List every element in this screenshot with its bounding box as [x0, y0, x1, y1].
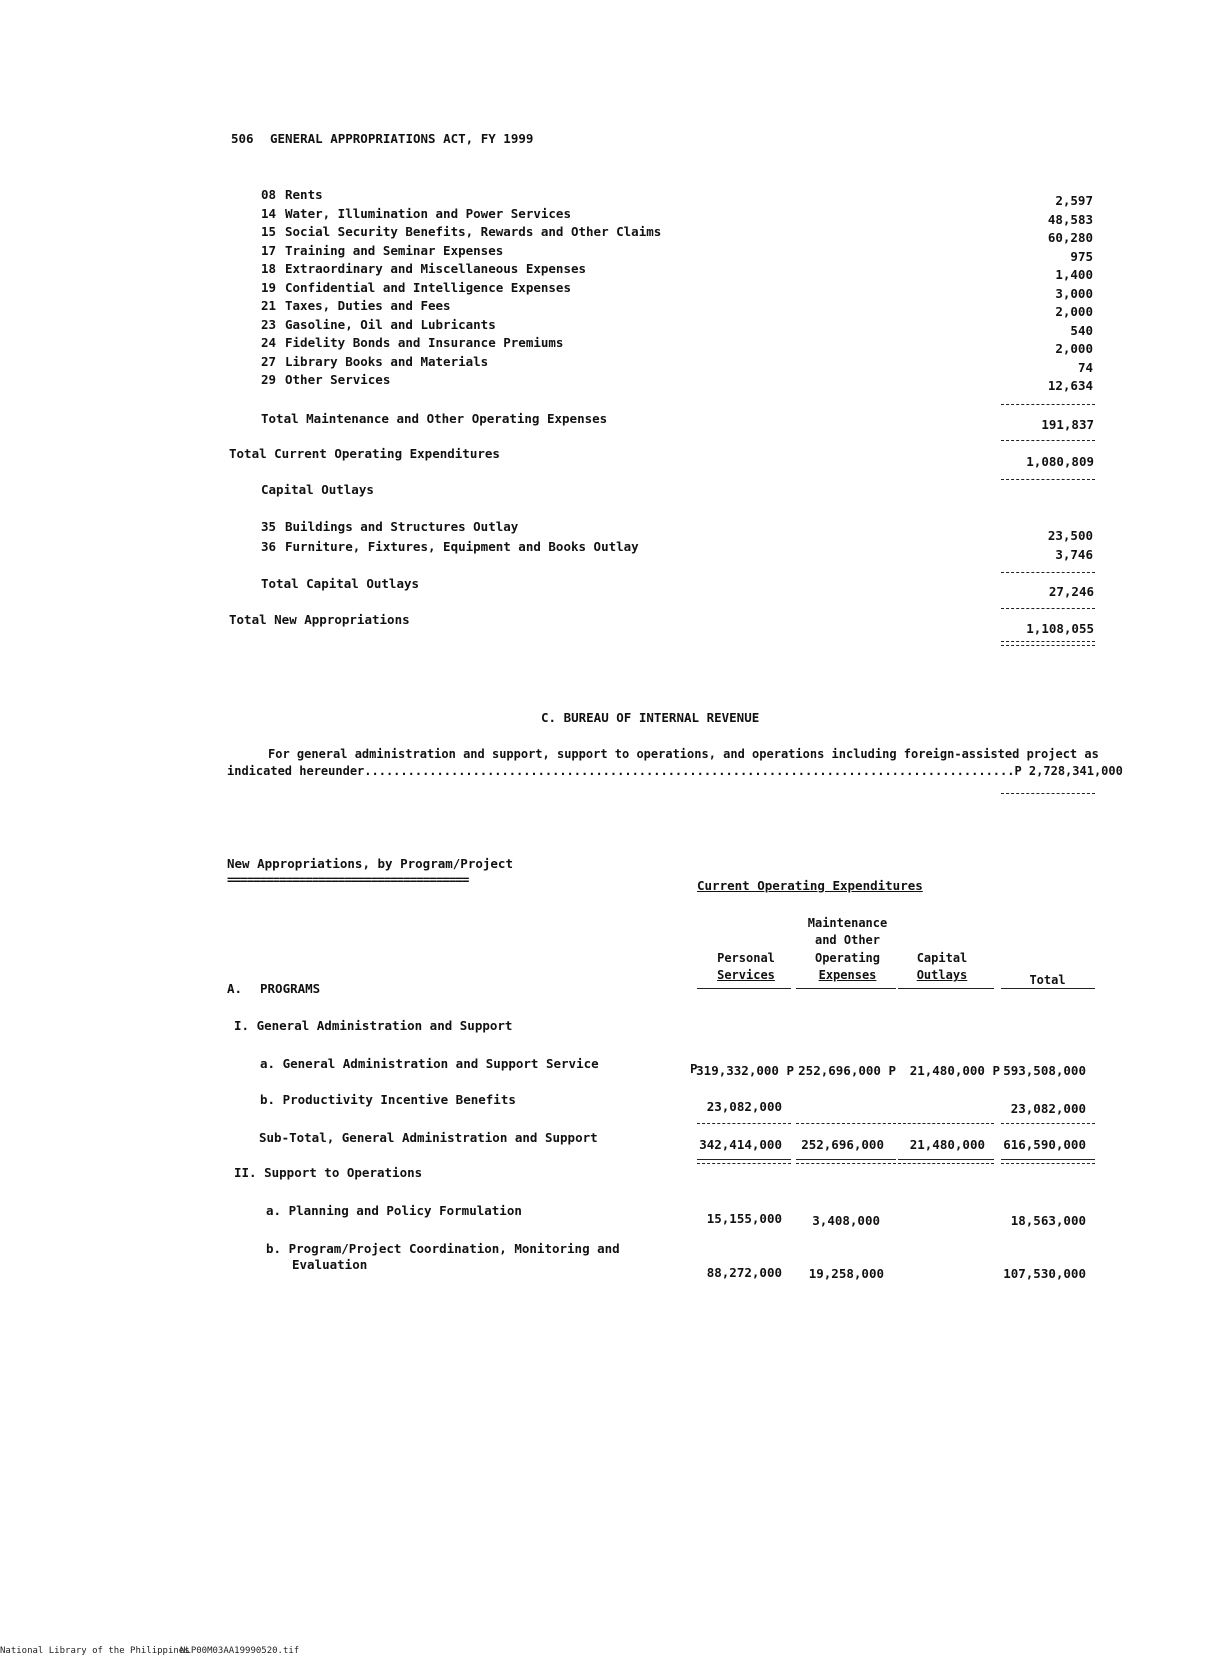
- capital-item-amount: 23,500: [1047, 528, 1093, 543]
- subtotal-label: Sub-Total, General Administration and Support: [259, 1130, 598, 1145]
- footer-filename: NLP00M03AA19990520.tif: [180, 1646, 300, 1656]
- mooe-item-code: 27: [261, 353, 277, 369]
- rule-line: [1001, 1123, 1095, 1124]
- header-underline: [898, 988, 994, 989]
- cell-ps: 319,332,000 P: [696, 1063, 794, 1078]
- capital-outlays-heading: Capital Outlays: [261, 482, 374, 497]
- current-operating-heading: Current Operating Expenditures: [697, 878, 923, 893]
- rule-line: [697, 1159, 791, 1160]
- cell-ps: 342,414,000: [699, 1137, 782, 1152]
- program-table-heading: New Appropriations, by Program/Project: [227, 856, 513, 871]
- cell-total: 616,590,000: [1003, 1137, 1086, 1152]
- mooe-item-label: Confidential and Intelligence Expenses: [285, 279, 571, 295]
- mooe-item-code: 17: [261, 242, 277, 258]
- rule-line: [898, 1123, 994, 1124]
- cell-total: 593,508,000: [1003, 1063, 1086, 1078]
- table-row-label: a. Planning and Policy Formulation: [266, 1203, 522, 1218]
- mooe-item-amount: 2,597: [1055, 193, 1093, 208]
- header-underline: [1001, 988, 1095, 989]
- table-row-label: a. General Administration and Support Service: [260, 1056, 599, 1071]
- table-row-label: b. Program/Project Coordination, Monitoring and: [266, 1241, 620, 1256]
- total-current-label: Total Current Operating Expenditures: [229, 446, 500, 461]
- mooe-item-amount: 540: [1070, 322, 1093, 338]
- page-number: 506: [231, 131, 254, 146]
- heading-double-underline: =====================================: [227, 872, 469, 887]
- col-header-personal-services: Personal Services: [717, 951, 775, 983]
- mooe-item-amount: 48,583: [1047, 211, 1093, 227]
- col-header-total: Total: [1029, 973, 1066, 987]
- rule-line: [796, 1163, 896, 1164]
- rule-line: [1001, 1163, 1095, 1164]
- mooe-item-code: 15: [261, 224, 277, 239]
- cell-ps: 23,082,000: [706, 1099, 782, 1114]
- mooe-item-label: Other Services: [285, 372, 391, 387]
- header-underline: [697, 988, 791, 989]
- mooe-item-label: Taxes, Duties and Fees: [285, 298, 451, 313]
- section-a-label: PROGRAMS: [260, 981, 321, 996]
- mooe-item-amount: 74: [1077, 359, 1093, 375]
- rule-line: [898, 1159, 994, 1160]
- mooe-item-code: 29: [261, 372, 277, 387]
- rule-line: [1001, 440, 1095, 441]
- bureau-paragraph-line2: indicated hereunder..........................................................................................P 2,728,341,000: [227, 764, 1123, 778]
- rule-line: [796, 1159, 896, 1160]
- rule-line: [1001, 404, 1095, 405]
- rule-line: [898, 1163, 994, 1164]
- table-row-label-cont: Evaluation: [292, 1257, 368, 1272]
- mooe-item-amount: 1,400: [1055, 267, 1093, 282]
- mooe-item-label: Extraordinary and Miscellaneous Expenses: [285, 261, 587, 276]
- cell-total: 107,530,000: [1003, 1266, 1086, 1281]
- col-header-mooe: Maintenance and Other Operating Expenses: [807, 916, 888, 983]
- rule-line: [697, 1163, 791, 1164]
- capital-item-code: 35: [261, 519, 277, 534]
- bureau-paragraph-line1: For general administration and support, support to operations, and operations including foreign-assisted project as: [268, 747, 1099, 761]
- total-new-approp-amount: 1,108,055: [1026, 621, 1094, 636]
- cell-co: 21,480,000: [909, 1137, 985, 1152]
- mooe-item-amount: 12,634: [1047, 378, 1093, 393]
- capital-item-amount: 3,746: [1055, 547, 1093, 562]
- program-2-label: II. Support to Operations: [234, 1165, 423, 1180]
- rule-line: [1001, 793, 1095, 794]
- rule-line: [1001, 1159, 1095, 1160]
- cell-mooe: 252,696,000: [801, 1137, 884, 1152]
- peso-sign: P: [690, 1061, 698, 1076]
- mooe-item-code: 14: [261, 205, 277, 221]
- mooe-item-amount: 60,280: [1047, 230, 1093, 245]
- mooe-item-label: Water, Illumination and Power Services: [285, 205, 571, 221]
- mooe-item-label: Library Books and Materials: [285, 353, 489, 369]
- mooe-item-label: Fidelity Bonds and Insurance Premiums: [285, 335, 564, 350]
- mooe-item-amount: 3,000: [1055, 285, 1093, 301]
- rule-line: [1001, 572, 1095, 573]
- cell-ps: 15,155,000: [706, 1211, 782, 1226]
- page-title: GENERAL APPROPRIATIONS ACT, FY 1999: [270, 131, 534, 146]
- mooe-item-label: Social Security Benefits, Rewards and Other Claims: [285, 224, 662, 239]
- mooe-item-amount: 975: [1070, 248, 1093, 264]
- mooe-item-code: 23: [261, 316, 277, 332]
- mooe-item-label: Gasoline, Oil and Lubricants: [285, 316, 496, 332]
- cell-ps: 88,272,000: [706, 1265, 782, 1280]
- capital-item-code: 36: [261, 539, 277, 554]
- header-underline: [796, 988, 896, 989]
- total-capital-amount: 27,246: [1048, 584, 1094, 599]
- program-1-label: I. General Administration and Support: [234, 1018, 513, 1033]
- cell-total: 18,563,000: [1010, 1213, 1086, 1228]
- table-row-label: b. Productivity Incentive Benefits: [260, 1092, 516, 1107]
- cell-co: 21,480,000 P: [909, 1063, 1000, 1078]
- footer-library: National Library of the Philippines: [0, 1646, 190, 1656]
- mooe-item-code: 18: [261, 261, 277, 276]
- double-rule: [1001, 641, 1095, 646]
- mooe-item-amount: 2,000: [1055, 304, 1093, 319]
- mooe-item-label: Rents: [285, 187, 323, 202]
- cell-mooe: 3,408,000: [812, 1213, 880, 1228]
- mooe-item-code: 19: [261, 279, 277, 295]
- col-header-capital-outlays: Capital Outlays: [916, 951, 968, 983]
- mooe-item-amount: 2,000: [1055, 341, 1093, 356]
- total-capital-label: Total Capital Outlays: [261, 576, 420, 591]
- section-a-letter: A.: [227, 981, 243, 996]
- capital-item-label: Furniture, Fixtures, Equipment and Books Outlay: [285, 539, 639, 554]
- total-mooe-amount: 191,837: [1041, 417, 1094, 432]
- rule-line: [1001, 608, 1095, 609]
- total-current-amount: 1,080,809: [1026, 454, 1094, 469]
- mooe-item-label: Training and Seminar Expenses: [285, 242, 504, 258]
- mooe-item-code: 21: [261, 298, 277, 313]
- rule-line: [1001, 479, 1095, 480]
- rule-line: [697, 1123, 791, 1124]
- mooe-item-code: 08: [261, 187, 277, 202]
- capital-item-label: Buildings and Structures Outlay: [285, 519, 519, 534]
- cell-mooe: 252,696,000 P: [798, 1063, 896, 1078]
- bureau-title: C. BUREAU OF INTERNAL REVENUE: [541, 710, 760, 725]
- mooe-item-code: 24: [261, 335, 277, 350]
- total-mooe-label: Total Maintenance and Other Operating Expenses: [261, 411, 608, 426]
- rule-line: [796, 1123, 896, 1124]
- total-new-approp-label: Total New Appropriations: [229, 612, 410, 627]
- cell-total: 23,082,000: [1010, 1101, 1086, 1116]
- cell-mooe: 19,258,000: [808, 1266, 884, 1281]
